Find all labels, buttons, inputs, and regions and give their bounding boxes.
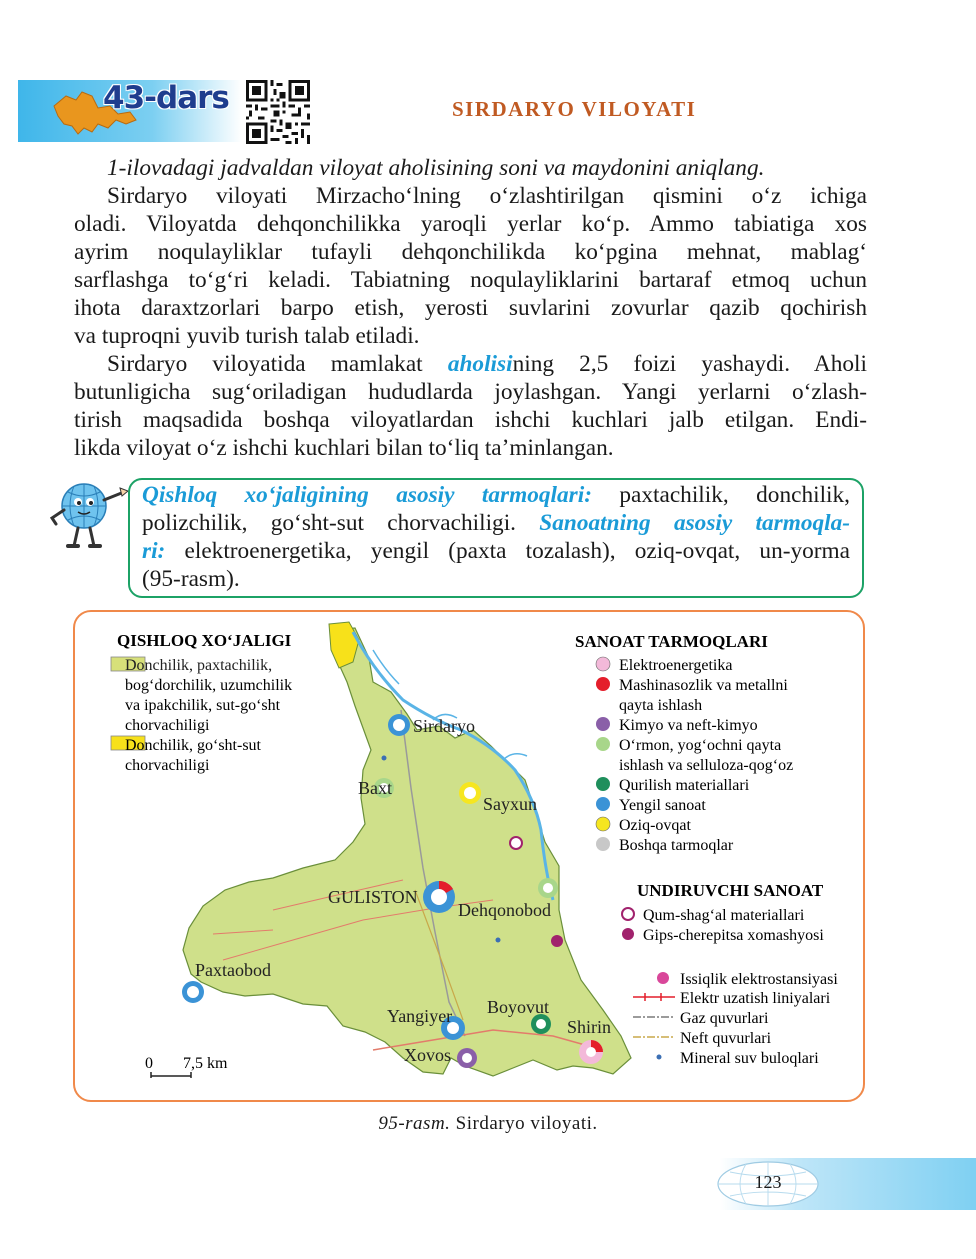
legend-text: Qurilish materiallari: [619, 777, 750, 794]
legend-text: ishlash va selluloza-qog‘oz: [619, 757, 794, 774]
keyword-link[interactable]: aholisi: [447, 351, 513, 377]
city-label: Shirin: [567, 1017, 612, 1037]
qr-code-icon[interactable]: [246, 80, 310, 144]
info-line: [142, 537, 850, 565]
legend-text: O‘rmon, yog‘ochni qayta: [619, 737, 782, 754]
figure-number: 95-rasm.: [378, 1113, 451, 1134]
text-segment: paxtachilik, donchilik,: [591, 482, 850, 508]
agri-legend-title: QISHLOQ XO‘JALIGI: [117, 631, 292, 650]
scale-zero: 0: [145, 1055, 153, 1072]
city-label: Sayxun: [483, 794, 537, 814]
legend-text: Donchilik, paxtachilik,: [125, 657, 273, 674]
info-line: (95-rasm).: [142, 566, 240, 592]
info-box-text: [142, 481, 850, 593]
legend-text: Yengil sanoat: [619, 797, 706, 814]
city-label: Xovos: [404, 1045, 452, 1065]
legend-text: Mashinasozlik va metallni: [619, 677, 788, 694]
text-line: likda viloyat o‘z ishchi kuchlari bilan to‘liq ta’minlangan.: [74, 435, 614, 461]
legend-text: chorvachiligi: [125, 757, 210, 774]
legend-text: Gips-cherepitsa xomashyosi: [643, 927, 824, 944]
scale-label: 7,5 km: [183, 1055, 228, 1072]
extract-legend-title: UNDIRUVCHI SANOAT: [637, 881, 824, 900]
city-label: Paxtaobod: [195, 960, 271, 980]
legend-text: Boshqa tarmoqlar: [619, 837, 734, 854]
legend-text: Kimyo va neft-kimyo: [619, 717, 758, 734]
lesson-label: 43-dars: [103, 80, 229, 116]
chapter-title: SIRDARYO VILOYATI: [452, 97, 697, 121]
info-line: [142, 509, 850, 537]
text-line: butunligicha sug‘oriladigan hududlarda joylashgan. Yangi yerlarni o‘zlash-: [74, 379, 867, 405]
legend-text: bog‘dorchilik, uzumchilik: [125, 677, 293, 694]
text-segment: Sirdaryo viloyatida mamlakat: [107, 351, 448, 377]
text-line: Sirdaryo viloyati Mirzacho‘lning o‘zlashtirilgan qismini o‘z ichiga: [107, 183, 867, 209]
legend-text: Neft quvurlari: [680, 1030, 772, 1047]
text-line: va tuproqni yuvib turish talab etiladi.: [74, 323, 420, 349]
page-number: 123: [754, 1172, 782, 1192]
legend-text: Gaz quvurlari: [680, 1010, 769, 1027]
term-agriculture: Qishloq xo‘jaligining asosiy tarmoqlari:: [142, 482, 592, 508]
legend-text: va ipakchilik, sut-go‘sht: [125, 697, 281, 714]
text-segment: ning 2,5 foizi yashaydi. Aholi: [512, 351, 867, 377]
city-label: Dehqonobod: [458, 900, 551, 920]
figure-caption: [0, 1113, 976, 1135]
text-line: tirish maqsadida boshqa viloyatlardan ishchi kuchlari jalb etilgan. Endi-: [74, 407, 867, 433]
city-label: GULISTON: [328, 887, 418, 907]
info-line: [142, 481, 850, 509]
legend-text: Issiqlik elektrostansiyasi: [680, 971, 838, 988]
map-frame: [73, 610, 865, 1102]
figure-title: Sirdaryo viloyati.: [450, 1113, 598, 1134]
legend-text: Elektr uzatish liniyalari: [680, 990, 831, 1007]
text-line: ayrim noqulayliklar tufayli dehqonchilikda ko‘pgina mehnat, mablag‘: [74, 239, 867, 265]
term-industry-end: ri:: [142, 538, 166, 564]
text-line: [74, 350, 867, 378]
paragraph-1: [74, 182, 867, 350]
legend-text: Donchilik, go‘sht-sut: [125, 737, 261, 754]
legend-text: Mineral suv buloqlari: [680, 1050, 819, 1067]
globe-mascot-icon: [40, 478, 130, 550]
legend-text: qayta ishlash: [619, 697, 703, 714]
legend-text: Oziq-ovqat: [619, 817, 691, 834]
city-label: Baxt: [358, 778, 392, 798]
text-line: ihota daraxtzorlari barpo etish, yerosti suvlarini zovurlar qazib qochirish: [74, 295, 867, 321]
city-label: Boyovut: [487, 997, 550, 1017]
paragraph-2: [74, 350, 867, 462]
intro-line: 1-ilovadagi jadvaldan viloyat aholisining soni va maydonini aniqlang.: [107, 155, 765, 181]
legend-text: Qum-shag‘al materiallari: [643, 907, 805, 924]
legend-text: Elektroenergetika: [619, 657, 733, 674]
text-segment: polizchilik, go‘sht-sut chorvachiligi.: [142, 510, 540, 536]
city-label: Yangiyer: [387, 1006, 453, 1026]
city-label: Sirdaryo: [413, 716, 475, 736]
intro-paragraph: [74, 154, 867, 182]
text-line: sarflashga to‘g‘ri keladi. Tabiatning noqulayliklarini bartaraf etmoq uchun: [74, 267, 867, 293]
text-line: oladi. Viloyatda dehqonchilikka yaroqli yerlar ko‘p. Ammo tabiatiga xos: [74, 211, 867, 237]
legend-text: chorvachiligi: [125, 717, 210, 734]
text-segment: elektroenergetika, yengil (paxta tozalash), oziq-ovqat, un-yorma: [165, 538, 850, 564]
industry-legend-title: SANOAT TARMOQLARI: [575, 632, 768, 651]
term-industry: Sanoatning asosiy tarmoqla-: [539, 510, 850, 536]
